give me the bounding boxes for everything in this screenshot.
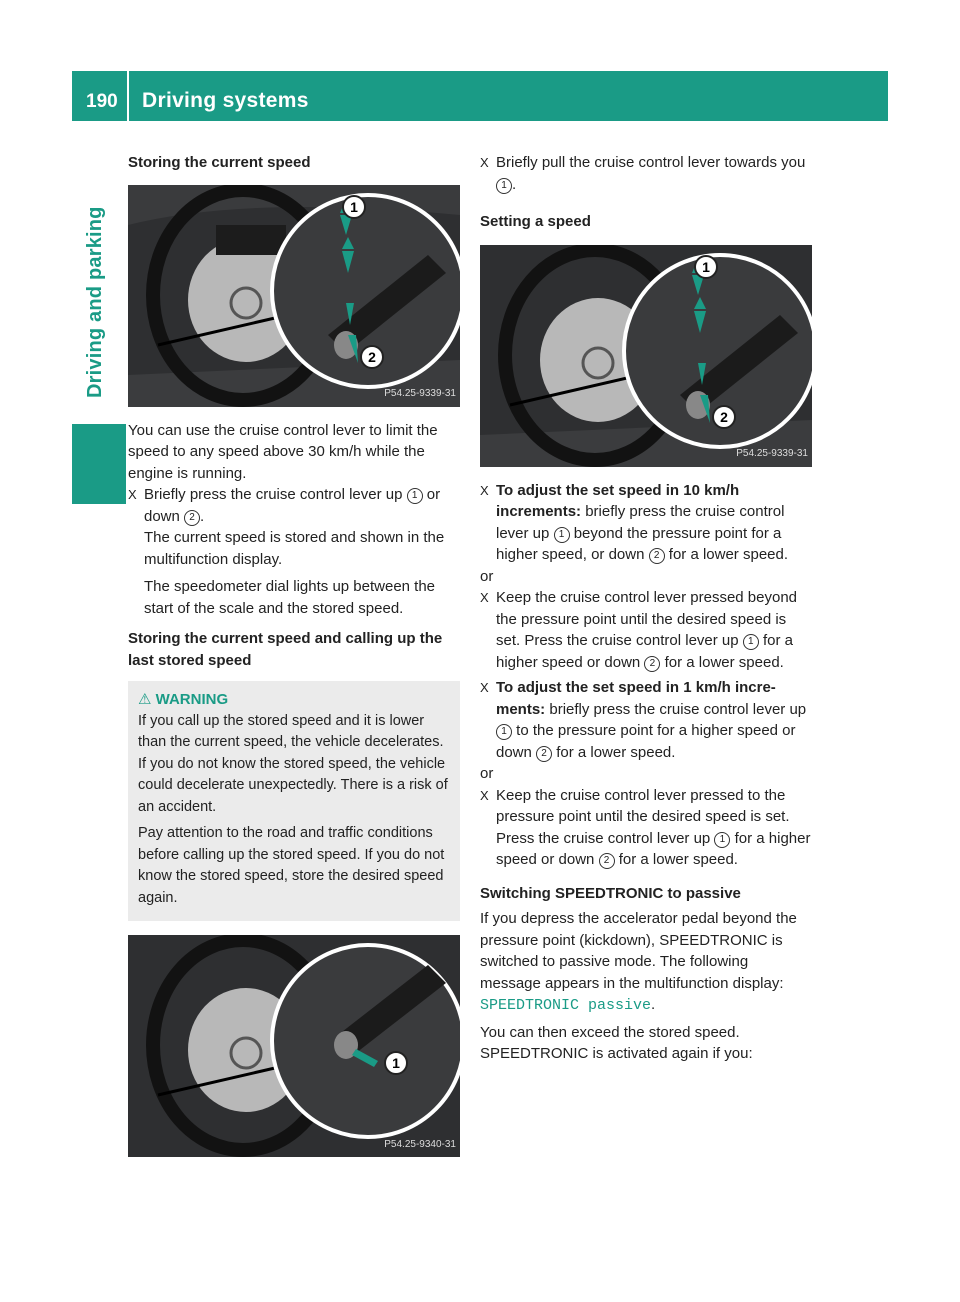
page-number: 190 [86,91,118,112]
cockpit-illustration [128,185,460,407]
heading-setting-speed: Setting a speed [480,213,591,230]
marker-1: 1 [496,724,512,740]
step-pull-lever: X Briefly pull the cruise control lever towards you 1 . [480,154,806,193]
svg-text:2: 2 [368,348,376,365]
step-arrow-icon: X [480,482,489,498]
step-arrow-icon: X [480,155,489,170]
display-message: SPEEDTRONIC passive [480,997,652,1014]
step-arrow-icon: X [480,590,489,605]
marker-2: 2 [599,853,615,869]
cockpit-illustration-pull [128,935,460,1157]
marker-1: 1 [496,178,512,194]
heading-storing-speed: Storing the current speed [128,154,311,171]
or-separator: or [480,765,494,782]
warning-title: ⚠ WARNING [138,691,229,708]
figure-cruise-lever-up-down [128,185,460,407]
svg-text:1: 1 [702,258,710,275]
step-adjust-1: X To adjust the set speed in 1 km/h increments: briefly press the cruise control lever up 1 to the pressure point for a higher speed or down 2 for a lower speed. [480,679,807,761]
figure-cruise-lever-pull [128,935,460,1157]
svg-text:1: 1 [350,198,358,215]
figure-code: P54.25-9339-31 [384,388,456,399]
paragraph-intro: You can use the cruise control lever to limit the speed to any speed above 30 km/h while the engine is running. [128,421,438,482]
marker-1: 1 [714,832,730,848]
paragraph-kickdown: If you depress the accelerator pedal beyond the pressure point (kickdown), SPEEDTRONIC is switched to passive mode. The following message appears in the multifunction display: SPEEDTRONIC passive. [480,910,797,1014]
warning-icon: ⚠ [138,691,152,708]
heading-calling-up: Storing the current speed and calling up the last stored speed [128,630,443,669]
step-result-2: The speedometer dial lights up between the start of the scale and the stored speed. [144,578,436,617]
right-column [480,152,812,1065]
header-divider [127,71,129,121]
warning-box [128,681,460,921]
step-hold-to-point: X Keep the cruise control lever pressed to the pressure point until the desired speed is set. Press the cruise control lever up 1 for a higher speed or down 2 for a lower speed. [480,786,811,868]
step-press-lever: X Briefly press the cruise control lever up 1 or down 2 . [128,486,441,525]
step-result-1: The current speed is stored and shown in the multifunction display. [144,529,445,568]
marker-2: 2 [649,548,665,564]
paragraph-exceed: You can then exceed the stored speed. SPEEDTRONIC is activated again if you: [480,1023,753,1062]
marker-1: 1 [554,527,570,543]
side-tab-marker [72,424,126,504]
svg-text:1: 1 [392,1055,400,1071]
marker-2: 2 [184,510,200,526]
step-hold-lever: X Keep the cruise control lever pressed beyond the pressure point until the desired speed is set. Press the cruise control lever up 1 for a higher speed or down 2 for a lower speed. [480,589,798,671]
side-tab-label: Driving and parking [84,206,106,398]
marker-2: 2 [644,656,660,672]
step-arrow-icon: X [480,787,489,803]
heading-passive: Switching SPEEDTRONIC to passive [480,884,741,902]
marker-1: 1 [407,488,423,504]
warning-paragraph-1: If you call up the stored speed and it is lower than the current speed, the vehicle decelerates. If you do not know the stored speed, the vehicle could decelerate unexpectedly. There is a risk of an accident. [138,712,448,815]
left-column [128,152,460,1157]
marker-1: 1 [743,634,759,650]
marker-2: 2 [536,746,552,762]
or-separator: or [480,567,494,585]
cockpit-illustration-set [480,245,812,467]
step-arrow-icon: X [128,487,137,502]
figure-setting-speed [480,245,812,467]
figure-code: P54.25-9339-31 [736,448,808,459]
warning-paragraph-2: Pay attention to the road and traffic conditions before calling up the stored speed. If you do not know the stored speed, store the desired speed again. [138,825,445,906]
step-adjust-10: X To adjust the set speed in 10 km/h increments: briefly press the cruise control lever up 1 beyond the pressure point for a higher speed, or down 2 for a lower speed. [480,481,789,563]
section-title: Driving systems [142,89,309,112]
svg-text:2: 2 [720,408,728,425]
step-arrow-icon: X [480,680,489,695]
figure-code: P54.25-9340-31 [384,1138,456,1150]
